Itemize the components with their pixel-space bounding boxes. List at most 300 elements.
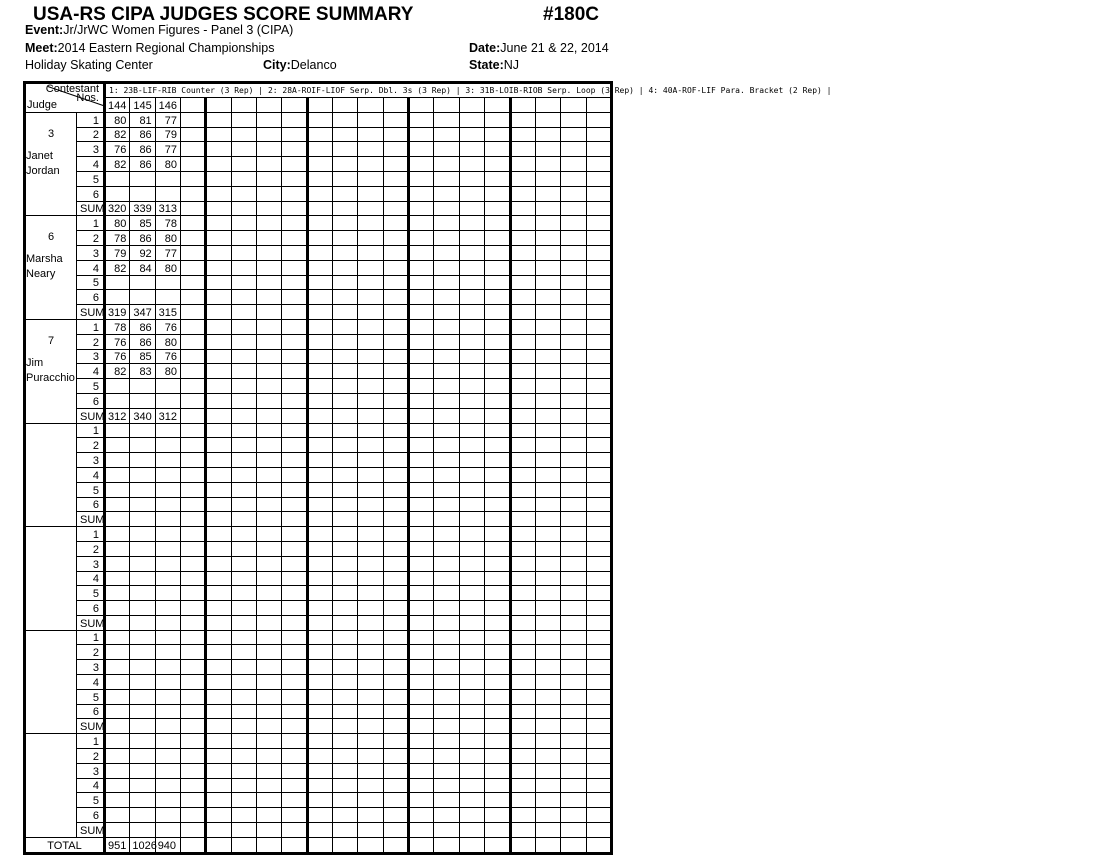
score-cell <box>535 734 560 749</box>
contestant-number <box>181 98 206 113</box>
score-cell <box>383 379 408 394</box>
score-cell <box>485 260 510 275</box>
score-cell <box>257 675 282 690</box>
score-cell <box>510 379 535 394</box>
judge-figure-row <box>25 349 612 364</box>
score-cell <box>485 645 510 660</box>
score-cell <box>510 216 535 231</box>
score-cell <box>561 438 586 453</box>
score-cell <box>206 157 231 172</box>
score-cell <box>586 438 611 453</box>
score-cell <box>434 423 459 438</box>
score-cell <box>282 541 307 556</box>
score-cell <box>561 171 586 186</box>
score-cell <box>231 245 256 260</box>
judge-last-name: Puracchio <box>26 371 75 384</box>
score-cell <box>561 497 586 512</box>
sum-cell: 320 <box>105 201 130 216</box>
contestant-number <box>459 98 484 113</box>
total-cell <box>181 837 206 853</box>
score-cell <box>333 660 358 675</box>
score-cell <box>358 245 383 260</box>
score-cell <box>459 734 484 749</box>
score-cell <box>510 541 535 556</box>
score-cell <box>383 245 408 260</box>
score-cell <box>231 349 256 364</box>
score-cell <box>181 319 206 334</box>
score-cell <box>535 601 560 616</box>
score-cell <box>383 571 408 586</box>
score-cell <box>510 601 535 616</box>
score-cell <box>459 660 484 675</box>
row-label: SUM <box>77 719 105 734</box>
score-cell <box>333 438 358 453</box>
score-cell <box>434 571 459 586</box>
score-cell <box>383 556 408 571</box>
score-cell <box>434 630 459 645</box>
sum-cell <box>206 615 231 630</box>
score-cell: 78 <box>105 319 130 334</box>
sum-cell <box>333 823 358 838</box>
score-cell <box>155 527 180 542</box>
judge-label: Judge <box>27 98 57 111</box>
score-cell <box>358 704 383 719</box>
score-cell <box>459 334 484 349</box>
sum-cell <box>282 512 307 527</box>
score-cell <box>231 763 256 778</box>
score-cell <box>307 275 332 290</box>
score-cell <box>459 541 484 556</box>
score-cell <box>510 630 535 645</box>
score-cell <box>282 319 307 334</box>
judge-figure-row <box>25 112 612 127</box>
contestant-number <box>307 98 332 113</box>
score-cell <box>561 216 586 231</box>
score-cell <box>510 467 535 482</box>
score-cell <box>409 601 434 616</box>
score-cell <box>358 571 383 586</box>
judge-first-name: Jim <box>26 356 44 369</box>
sum-cell <box>434 719 459 734</box>
score-cell <box>586 142 611 157</box>
contestant-number: 146 <box>155 98 180 113</box>
score-cell <box>257 571 282 586</box>
score-cell <box>459 245 484 260</box>
score-cell <box>130 453 155 468</box>
row-label: 5 <box>77 275 105 290</box>
score-cell <box>409 645 434 660</box>
score-cell <box>561 749 586 764</box>
score-cell <box>282 645 307 660</box>
score-cell: 77 <box>155 245 180 260</box>
score-cell <box>307 793 332 808</box>
sum-cell <box>561 512 586 527</box>
score-cell <box>105 393 130 408</box>
score-cell <box>130 689 155 704</box>
score-cell <box>257 645 282 660</box>
score-cell <box>561 601 586 616</box>
score-cell <box>257 423 282 438</box>
score-cell <box>383 734 408 749</box>
score-cell <box>485 556 510 571</box>
score-cell <box>535 763 560 778</box>
score-cell <box>130 660 155 675</box>
score-cell <box>434 231 459 246</box>
score-cell <box>510 364 535 379</box>
row-label: 2 <box>77 231 105 246</box>
score-cell <box>561 808 586 823</box>
score-cell <box>510 245 535 260</box>
score-cell: 84 <box>130 260 155 275</box>
sum-cell <box>155 512 180 527</box>
score-cell <box>434 601 459 616</box>
score-cell <box>434 704 459 719</box>
report-title: USA-RS CIPA JUDGES SCORE SUMMARY <box>33 4 414 25</box>
score-cell <box>561 334 586 349</box>
score-cell <box>485 349 510 364</box>
score-cell <box>333 334 358 349</box>
judge-cell <box>25 630 77 734</box>
score-cell <box>535 675 560 690</box>
score-cell <box>535 349 560 364</box>
score-cell <box>257 467 282 482</box>
sum-cell <box>434 615 459 630</box>
score-cell <box>333 601 358 616</box>
score-cell <box>358 112 383 127</box>
score-cell <box>485 142 510 157</box>
score-cell <box>358 453 383 468</box>
score-cell <box>434 763 459 778</box>
total-cell <box>206 837 231 853</box>
score-cell <box>333 749 358 764</box>
score-cell <box>535 571 560 586</box>
score-cell <box>358 660 383 675</box>
sum-cell <box>181 201 206 216</box>
sum-cell <box>231 408 256 423</box>
judge-figure-row <box>25 379 612 394</box>
score-cell <box>333 645 358 660</box>
score-cell <box>231 660 256 675</box>
score-cell <box>409 497 434 512</box>
score-cell <box>383 157 408 172</box>
score-cell <box>510 660 535 675</box>
total-cell <box>485 837 510 853</box>
score-cell <box>434 260 459 275</box>
contestant-number <box>535 98 560 113</box>
row-label: SUM <box>77 615 105 630</box>
score-cell <box>510 704 535 719</box>
score-cell <box>358 334 383 349</box>
score-cell <box>181 453 206 468</box>
score-cell <box>105 482 130 497</box>
score-cell <box>510 171 535 186</box>
row-label: 3 <box>77 349 105 364</box>
score-cell <box>383 778 408 793</box>
sum-cell <box>307 823 332 838</box>
score-cell <box>231 142 256 157</box>
score-cell <box>130 438 155 453</box>
score-cell <box>510 675 535 690</box>
score-cell <box>409 689 434 704</box>
score-cell <box>485 379 510 394</box>
row-label: 2 <box>77 127 105 142</box>
score-cell <box>510 453 535 468</box>
score-cell <box>231 393 256 408</box>
score-cell <box>105 290 130 305</box>
sum-cell <box>561 201 586 216</box>
score-cell <box>333 734 358 749</box>
score-cell <box>282 808 307 823</box>
score-cell <box>181 186 206 201</box>
sum-cell <box>257 201 282 216</box>
sum-cell: 312 <box>155 408 180 423</box>
score-cell <box>561 157 586 172</box>
score-cell <box>459 260 484 275</box>
score-cell <box>586 482 611 497</box>
score-cell <box>333 541 358 556</box>
score-cell <box>206 127 231 142</box>
score-cell <box>409 216 434 231</box>
sum-cell <box>434 823 459 838</box>
score-cell <box>586 245 611 260</box>
score-cell <box>181 601 206 616</box>
judge-figure-row <box>25 319 612 334</box>
row-label: 1 <box>77 734 105 749</box>
score-cell <box>485 630 510 645</box>
sum-cell <box>510 719 535 734</box>
judge-sum-row <box>25 615 612 630</box>
score-cell <box>282 245 307 260</box>
score-cell <box>181 527 206 542</box>
score-cell <box>257 379 282 394</box>
score-cell <box>586 808 611 823</box>
contestant-number <box>257 98 282 113</box>
score-cell <box>282 216 307 231</box>
score-cell <box>358 541 383 556</box>
score-cell <box>459 556 484 571</box>
sum-cell <box>485 615 510 630</box>
score-cell <box>206 393 231 408</box>
score-cell <box>257 601 282 616</box>
meet-line <box>25 41 274 55</box>
score-cell <box>459 571 484 586</box>
score-cell <box>485 231 510 246</box>
score-cell <box>434 186 459 201</box>
sum-cell <box>358 615 383 630</box>
sum-cell <box>358 408 383 423</box>
score-cell <box>358 349 383 364</box>
judge-figure-row <box>25 749 612 764</box>
score-cell <box>231 571 256 586</box>
score-cell <box>485 423 510 438</box>
row-label: 4 <box>77 157 105 172</box>
judge-sum-row <box>25 408 612 423</box>
judge-figure-row <box>25 586 612 601</box>
score-cell: 86 <box>130 157 155 172</box>
score-cell <box>130 763 155 778</box>
score-cell <box>409 793 434 808</box>
sum-cell <box>561 305 586 320</box>
score-cell <box>307 645 332 660</box>
sum-cell <box>586 615 611 630</box>
score-cell <box>510 645 535 660</box>
score-cell <box>561 319 586 334</box>
score-cell <box>155 689 180 704</box>
score-cell <box>181 231 206 246</box>
score-cell <box>434 438 459 453</box>
score-cell <box>282 157 307 172</box>
score-cell <box>358 275 383 290</box>
score-cell: 82 <box>105 260 130 275</box>
score-cell <box>333 393 358 408</box>
sum-cell <box>231 305 256 320</box>
judge-number: 6 <box>47 231 55 244</box>
judge-figure-row <box>25 630 612 645</box>
sum-cell <box>333 305 358 320</box>
score-cell <box>155 541 180 556</box>
score-cell <box>535 260 560 275</box>
score-cell <box>333 275 358 290</box>
score-cell <box>130 527 155 542</box>
score-cell <box>105 186 130 201</box>
score-cell <box>409 290 434 305</box>
score-cell <box>231 260 256 275</box>
score-cell <box>409 749 434 764</box>
score-cell <box>459 645 484 660</box>
score-cell <box>358 793 383 808</box>
score-cell <box>105 630 130 645</box>
score-cell <box>586 393 611 408</box>
score-cell <box>510 393 535 408</box>
score-cell <box>206 675 231 690</box>
score-cell <box>333 260 358 275</box>
city-line <box>263 58 337 72</box>
score-cell <box>257 749 282 764</box>
score-cell <box>459 453 484 468</box>
score-cell <box>358 142 383 157</box>
score-cell <box>206 497 231 512</box>
score-cell <box>586 749 611 764</box>
score-cell <box>485 793 510 808</box>
score-cell <box>333 319 358 334</box>
sum-cell <box>459 719 484 734</box>
sum-cell <box>409 719 434 734</box>
score-cell: 76 <box>105 349 130 364</box>
score-cell <box>485 319 510 334</box>
score-cell <box>333 142 358 157</box>
score-cell <box>383 112 408 127</box>
sum-cell <box>485 201 510 216</box>
score-cell <box>181 275 206 290</box>
score-cell <box>434 319 459 334</box>
score-cell: 82 <box>105 157 130 172</box>
score-cell <box>130 497 155 512</box>
score-cell <box>130 423 155 438</box>
row-label: 5 <box>77 171 105 186</box>
score-cell <box>333 586 358 601</box>
sum-cell <box>206 408 231 423</box>
judge-sum-row <box>25 305 612 320</box>
score-cell <box>206 423 231 438</box>
sum-cell <box>155 823 180 838</box>
score-cell <box>383 142 408 157</box>
score-cell <box>510 689 535 704</box>
score-cell <box>257 763 282 778</box>
score-cell <box>307 364 332 379</box>
judge-cell <box>25 423 77 527</box>
sum-cell <box>282 408 307 423</box>
score-cell <box>510 186 535 201</box>
total-cell <box>282 837 307 853</box>
event-label: Event: <box>25 23 64 37</box>
contestant-number <box>282 98 307 113</box>
score-cell <box>383 127 408 142</box>
score-cell <box>535 749 560 764</box>
score-cell <box>282 497 307 512</box>
score-cell <box>231 675 256 690</box>
score-cell <box>206 556 231 571</box>
score-cell <box>333 171 358 186</box>
score-cell <box>257 482 282 497</box>
score-cell <box>282 142 307 157</box>
score-cell <box>206 645 231 660</box>
score-cell <box>409 364 434 379</box>
score-cell <box>409 586 434 601</box>
score-cell <box>231 527 256 542</box>
total-cell <box>409 837 434 853</box>
score-cell <box>358 586 383 601</box>
score-cell <box>307 186 332 201</box>
judge-figure-row <box>25 497 612 512</box>
score-cell <box>333 423 358 438</box>
score-cell <box>358 438 383 453</box>
score-cell <box>155 482 180 497</box>
score-cell: 76 <box>105 334 130 349</box>
score-cell <box>485 127 510 142</box>
sum-cell <box>561 719 586 734</box>
score-cell: 77 <box>155 142 180 157</box>
judge-figure-row <box>25 142 612 157</box>
score-cell <box>105 734 130 749</box>
score-cell <box>206 704 231 719</box>
score-cell <box>307 630 332 645</box>
score-cell <box>181 571 206 586</box>
score-cell <box>231 453 256 468</box>
score-cell <box>510 349 535 364</box>
score-cell <box>409 334 434 349</box>
score-cell <box>409 660 434 675</box>
score-cell: 86 <box>130 334 155 349</box>
judge-figure-row <box>25 660 612 675</box>
score-cell <box>105 571 130 586</box>
score-cell <box>459 467 484 482</box>
score-cell <box>307 704 332 719</box>
score-cell <box>358 157 383 172</box>
score-cell <box>282 778 307 793</box>
row-label: 6 <box>77 290 105 305</box>
sum-cell <box>485 512 510 527</box>
event-value: Jr/JrWC Women Figures - Panel 3 (CIPA) <box>63 23 294 37</box>
sum-cell <box>181 719 206 734</box>
score-cell <box>409 245 434 260</box>
score-cell <box>155 704 180 719</box>
sum-cell <box>535 512 560 527</box>
score-cell <box>181 630 206 645</box>
row-label: 5 <box>77 379 105 394</box>
score-cell <box>586 556 611 571</box>
sum-cell <box>333 512 358 527</box>
score-cell <box>307 689 332 704</box>
